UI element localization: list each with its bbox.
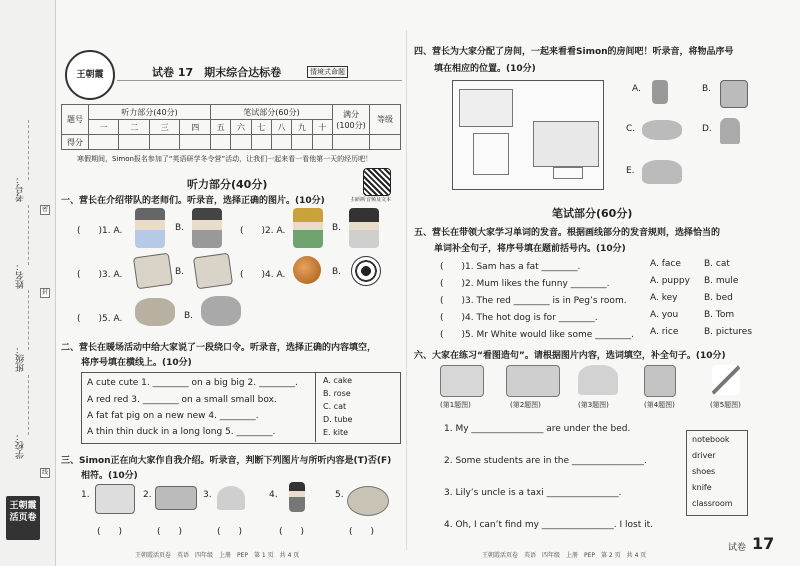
basketball-picture [293,256,321,284]
window-picture [459,89,513,127]
taxi-picture [578,365,618,395]
col-num: 四 [180,120,211,135]
q6-sentence[interactable]: 4. Oh, I can’t find my ________________. I lost it. [444,520,654,530]
q3-num: 2. [143,490,152,500]
roast-chicken-picture [135,298,175,326]
q2-title-line2: 将序号填在横线上。(10分) [81,358,192,368]
twister-line: A cute cute 1. ________ on a big big 2. ________. [87,378,298,388]
figure-caption: (第2题图) [510,401,541,409]
q1-item[interactable]: ( )3. A. [77,270,123,280]
total-header: 满分 (100分) [333,105,370,135]
bed-picture [533,121,599,167]
score-cell[interactable] [119,135,149,150]
english-book-picture [193,253,233,290]
score-cell[interactable] [251,135,271,150]
score-cell[interactable] [312,135,332,150]
spoon-picture [217,486,245,510]
q5-option-a[interactable]: A. you [650,310,679,320]
q5-title-line1: 五、营长在带领大家学习单词的发音。根据画线部分的发音规则，选择恰当的 [414,228,721,238]
q1-title: 一、营长在介绍带队的老师们。听录音，选择正确的图片。(10分) [61,196,325,206]
q1-item[interactable]: ( )4. A. [240,270,286,280]
q3-num: 1. [81,490,90,500]
football-picture [351,256,381,286]
teacher-woman-picture [293,208,323,248]
knife-picture [712,365,740,395]
fill-line [28,205,29,265]
page-divider [406,30,407,550]
col-num: 六 [231,120,251,135]
col-num: 五 [210,120,230,135]
q5-option-b[interactable]: B. mule [704,276,739,286]
answer-blank[interactable]: ( ) [349,527,375,537]
q5-question[interactable]: ( )3. The red ________ is in Peg’s room. [440,296,627,306]
seal-mark: 线 [41,469,48,476]
score-cell[interactable] [210,135,230,150]
score-table [61,104,401,150]
q5-question[interactable]: ( )4. The hot dog is for ________. [440,313,598,323]
score-cell[interactable] [333,135,370,150]
q3-num: 4. [269,490,278,500]
bus-picture [155,486,197,510]
q2-title-line1: 二、营长在暖场活动中给大家说了一段绕口令。听录音，选择正确的内容填空， [61,343,377,353]
col-num: 七 [251,120,271,135]
word-option: classroom [692,499,733,508]
q4-title-line2: 填在相应的位置。(10分) [434,64,536,74]
q1-item[interactable]: ( )1. A. [77,226,123,236]
written-header: 笔试部分(60分) [210,105,332,120]
word-option: knife [692,483,712,492]
answer-blank[interactable]: ( ) [97,527,123,537]
dish-picture [347,486,389,516]
fill-line [28,120,29,180]
title-rule [117,60,402,81]
binding-spine [0,0,56,566]
q4-option-e: E. [626,166,635,176]
brand-seal-logo: 王朝霞 [65,50,115,100]
q4-option-d: D. [702,124,712,134]
word-option: driver [692,451,716,460]
q2-option: C. cat [323,402,347,411]
score-cell[interactable] [292,135,312,150]
twister-line: A fat fat pig on a new new 4. ________. [87,411,259,421]
bed-shoes-picture [440,365,484,397]
rug-picture [553,167,583,179]
teacher-man-picture [135,208,165,248]
page-title: 试卷 17 期末综合达标卷 [152,66,282,79]
figure-caption: (第1题图) [440,401,471,409]
col-num: 三 [149,120,179,135]
answer-blank[interactable]: ( ) [157,527,183,537]
fill-line [28,290,29,350]
footer-left: 王朝霞活页卷 英语 四年级 上册 PEP 第 1 页 共 4 页 [135,552,300,559]
qr-code-icon[interactable] [363,168,391,196]
intro-text: 寒假期间，Simon报名参加了“英语研学冬令营”活动，让我们一起来看一看他第一天的经历吧！ [77,155,373,163]
teacher-glasses-picture [192,208,222,248]
score-cell[interactable] [180,135,211,150]
q4-title-line1: 四、营长为大家分配了房间，一起来看看Simon的房间吧！听录音，将物品序号 [414,47,734,57]
box-divider [315,372,316,442]
twister-line: A thin thin duck in a long long 5. ________. [87,427,276,437]
q3-title-line2: 相符。(10分) [81,471,138,481]
q5-option-b[interactable]: B. pictures [704,327,753,337]
q3-num: 3. [203,490,212,500]
classroom-picture [506,365,560,397]
vegetables-picture [201,296,241,326]
page-tag-prefix: 试卷 [728,543,747,553]
row-label: 题号 [62,105,89,135]
seal-mark: 密 [41,206,48,213]
page-tag-number: 17 [752,534,775,553]
class-label: 班级： [16,345,26,372]
exam-number-label: 考号： [16,175,26,202]
school-label: 学校： [16,432,26,459]
answer-blank[interactable]: ( ) [217,527,243,537]
notebook-picture [644,365,676,397]
listening-section-title: 听力部分(40分) [187,178,268,191]
name-label: 姓名： [16,262,26,289]
q1-item[interactable]: ( )2. A. [240,226,286,236]
desk-picture [473,133,509,175]
brand-logo: 王朝霞 活页卷 [6,496,40,540]
q2-option: E. kite [323,428,349,437]
q6-sentence[interactable]: 2. Some students are in the ________________. [444,456,647,466]
col-num: 九 [292,120,312,135]
q6-title: 六、大家在练习“看图造句”。请根据图片内容，选词填空，补全句子。(10分) [414,351,726,361]
score-cell[interactable] [370,135,401,150]
q1-option-b[interactable]: B. [184,311,194,321]
q3-num: 5. [335,490,344,500]
keys-picture [652,80,668,104]
q6-sentence[interactable]: 3. Lily’s uncle is a taxi ________________. [444,488,622,498]
twister-line: A red red 3. ________ on a small small box. [87,395,277,405]
word-option: shoes [692,467,716,476]
room-picture [452,80,604,190]
q5-option-b[interactable]: B. bed [704,293,733,303]
q5-option-a[interactable]: A. key [650,293,678,303]
schoolbag-picture [720,118,740,144]
q1-option-b[interactable]: B. [175,223,185,233]
math-book-picture [133,253,173,290]
col-num: 二 [119,120,149,135]
toy-car-picture [642,160,682,184]
q2-option: B. rose [323,389,351,398]
cups-picture [642,120,682,140]
col-num: 一 [89,120,119,135]
q5-option-b[interactable]: B. Tom [704,310,735,320]
girl-picture [289,482,305,512]
answer-blank[interactable]: ( ) [279,527,305,537]
q5-option-b[interactable]: B. cat [704,259,730,269]
score-cell[interactable] [89,135,119,150]
q4-option-a: A. [632,84,641,94]
q5-question[interactable]: ( )2. Mum likes the funny ________. [440,279,610,289]
score-cell[interactable] [231,135,251,150]
col-num: 八 [271,120,291,135]
qr-label: 扫码听音频及文本 [351,197,392,203]
q5-option-a[interactable]: A. puppy [650,276,690,286]
fill-line [28,375,29,435]
score-row-label: 得分 [62,135,89,150]
figure-caption: (第4题图) [644,401,675,409]
q4-option-b: B. [702,84,712,94]
score-cell[interactable] [271,135,291,150]
word-option: notebook [692,435,730,444]
q1-option-b[interactable]: B. [332,267,342,277]
q2-option: D. tube [323,415,353,424]
seal-mark: 封 [41,289,48,296]
teacher-woman-picture [349,208,379,248]
score-cell[interactable] [149,135,179,150]
grade-header: 等级 [370,105,401,135]
q5-title-line2: 单词补全句子，将序号填在题前括号内。(10分) [434,244,626,254]
q6-sentence[interactable]: 1. My ________________ are under the bed. [444,424,631,434]
q5-option-a[interactable]: A. face [650,259,681,269]
q3-title-line1: 三、Simon正在向大家作自我介绍。听录音，判断下列图片与所听内容是(T)否(F) [61,456,392,466]
q5-question[interactable]: ( )1. Sam has a fat ________. [440,262,581,272]
listening-header: 听力部分(40分) [89,105,211,120]
figure-caption: (第5题图) [710,401,741,409]
figure-caption: (第3题图) [578,401,609,409]
q4-option-c: C. [626,124,636,134]
q5-option-a[interactable]: A. rice [650,327,679,337]
q5-question[interactable]: ( )5. Mr White would like some ________. [440,330,634,340]
q1-option-b[interactable]: B. [332,223,342,233]
q1-option-b[interactable]: B. [175,267,185,277]
written-section-title: 笔试部分(60分) [552,207,633,220]
title-tag: 情境式命题 [307,66,348,78]
col-num: 十 [312,120,332,135]
q2-option: A. cake [323,376,352,385]
family-picture [95,484,135,514]
picture-frame-picture [720,80,748,108]
q1-item[interactable]: ( )5. A. [77,314,123,324]
footer-right: 王朝霞活页卷 英语 四年级 上册 PEP 第 2 页 共 4 页 [482,552,647,559]
